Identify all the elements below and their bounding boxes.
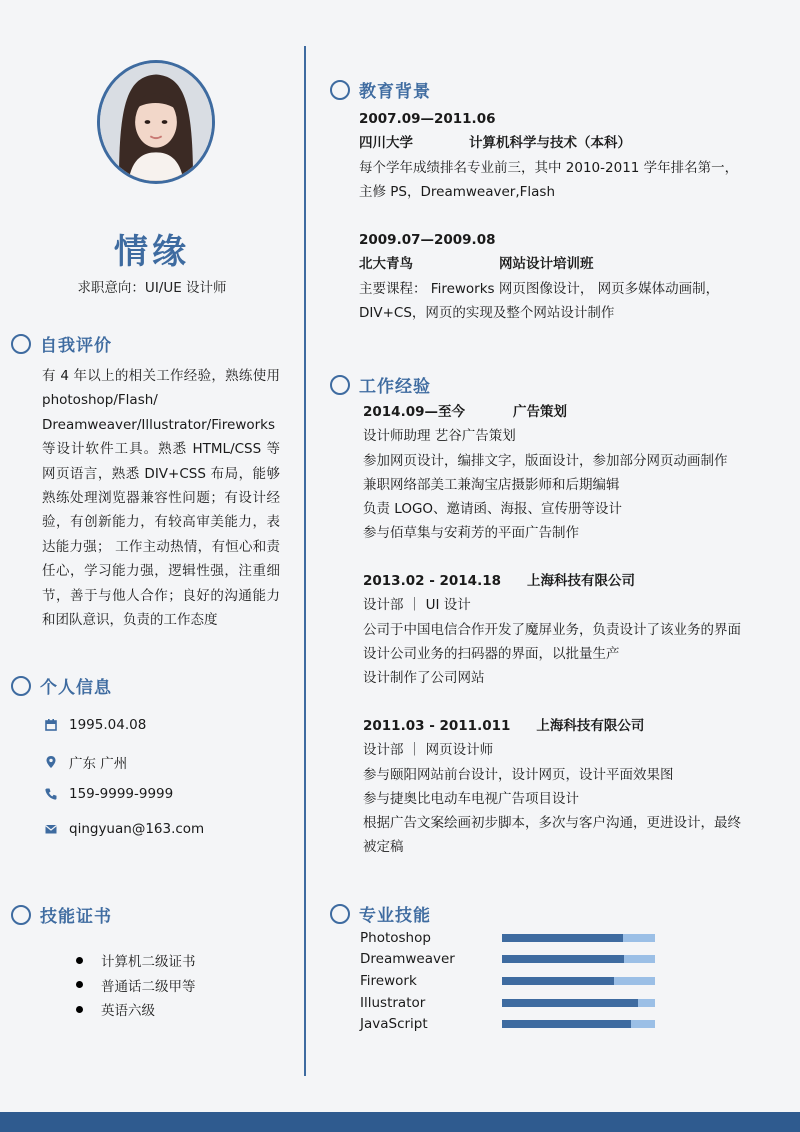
major-name: 网站设计培训班 — [499, 256, 594, 273]
skill-bar-fill — [502, 999, 638, 1007]
bullet-icon — [76, 957, 83, 964]
skill-list — [360, 927, 655, 1035]
bullet-icon — [76, 981, 83, 988]
skill-bar-fill — [502, 934, 623, 942]
job-org: 上海科技有限公司 — [526, 573, 635, 589]
skill-row — [360, 1013, 655, 1035]
section-header-skills — [330, 901, 431, 926]
school-name: 北大青鸟 — [359, 256, 413, 273]
phone-number: 159-9999-9999 — [69, 786, 174, 802]
certificate-label: 普通话二级甲等 — [101, 978, 196, 995]
job-header — [363, 569, 741, 593]
list-item — [76, 973, 196, 998]
job-line: 设计公司业务的扫码器的界面，以批量生产 — [363, 645, 620, 662]
mail-icon — [44, 822, 58, 836]
job-line: 参与颐阳网站前台设计，设计网页，设计平面效果图 — [363, 766, 674, 783]
education-line: 每个学年成绩排名专业前三，其中 2010-2011 学年排名第一， — [359, 159, 739, 176]
job-line: 公司于中国电信合作开发了魔屏业务，负责设计了该业务的界面 — [363, 621, 741, 638]
job-org: 上海科技有限公司 — [536, 718, 645, 734]
certificate-list — [76, 948, 196, 1022]
education-date: 2009.07—2009.08 — [359, 232, 496, 248]
column-divider — [304, 46, 306, 1076]
skill-name: Firework — [360, 972, 417, 989]
skill-bar — [502, 999, 655, 1007]
list-item — [76, 997, 196, 1022]
section-title: 自我评价 — [40, 336, 112, 356]
job-org: 广告策划 — [513, 404, 567, 420]
school-name: 四川大学 — [359, 135, 413, 152]
job-header — [363, 400, 728, 424]
job-line: 设计制作了公司网站 — [363, 670, 485, 687]
avatar — [97, 60, 215, 184]
circle-icon — [330, 80, 350, 100]
self-evaluation-text: 有 4 年以上的相关工作经验，熟练使用 photoshop/Flash/ Dreamweaver/Illustrator/Fireworks 等设计软件工具。熟悉 HTML/CSS 等网页语言，熟悉 DIV+CSS 布局，能够熟练处理浏览器兼容性问题；有设计经验，有创新能力，有较高审美能力，表达能力强； 工作主动热情，有恒心和责任心，学习能力强，逻辑性强，注重细节，善于与他人合作；良好的沟通能力和团队意识，负责的工作态度 — [42, 368, 280, 629]
section-title: 教育背景 — [359, 82, 431, 102]
job-line: 设计部 ｜ UI 设计 — [363, 597, 471, 614]
education-entry — [359, 107, 738, 204]
education-line: 主要课程： Fireworks 网页图像设计， 网页多媒体动画制， — [359, 280, 720, 297]
skill-bar — [502, 1020, 655, 1028]
skill-bar — [502, 934, 655, 942]
circle-icon — [330, 375, 350, 395]
education-date: 2007.09—2011.06 — [359, 111, 496, 127]
skill-name: Dreamweaver — [360, 951, 455, 968]
section-header-personal-info — [11, 673, 112, 698]
job-intention: 求职意向：UI/UE 设计师 — [77, 280, 227, 296]
email-address: qingyuan@163.com — [69, 821, 205, 837]
info-location — [44, 752, 127, 772]
job-line: 参与佰草集与安莉芳的平面广告制作 — [363, 525, 579, 542]
job-line: 负责 LOGO、邀请函、海报、宣传册等设计 — [363, 501, 623, 518]
job-entry — [363, 569, 741, 690]
skill-bar-fill — [502, 1020, 631, 1028]
birth-date: 1995.04.08 — [69, 717, 147, 733]
education-school-row — [359, 131, 738, 155]
skill-row — [360, 927, 655, 949]
section-header-work — [330, 372, 431, 397]
calendar-icon — [44, 718, 58, 732]
job-line: 参加网页设计，编排文字，版面设计，参加部分网页动画制作 — [363, 452, 728, 469]
skill-row — [360, 949, 655, 971]
section-header-certificates — [11, 902, 112, 927]
job-line: 根据广告文案绘画初步脚本，多次与客户沟通，更进设计，最终 — [363, 815, 741, 832]
job-entry — [363, 714, 741, 860]
section-header-self-eval — [11, 331, 112, 356]
circle-icon — [11, 676, 31, 696]
section-title: 个人信息 — [40, 678, 112, 698]
job-line: 参与捷奥比电动车电视广告项目设计 — [363, 790, 579, 807]
location-text: 广东 广州 — [69, 756, 128, 772]
skill-row — [360, 992, 655, 1014]
education-line: 主修 PS，Dreamweaver,Flash — [359, 183, 556, 200]
job-line: 设计师助理 艺谷广告策划 — [363, 428, 516, 445]
skill-bar-fill — [502, 977, 614, 985]
education-line: DIV+CS，网页的实现及整个网站设计制作 — [359, 304, 615, 321]
skill-row — [360, 970, 655, 992]
job-line: 设计部 ｜ 网页设计师 — [363, 742, 494, 759]
certificate-label: 英语六级 — [101, 1003, 155, 1020]
circle-icon — [11, 334, 31, 354]
footer-bar — [0, 1112, 800, 1132]
major-name: 计算机科学与技术（本科） — [469, 135, 631, 152]
bullet-icon — [76, 1006, 83, 1013]
skill-name: JavaScript — [360, 1016, 428, 1033]
certificate-label: 计算机二级证书 — [101, 954, 196, 971]
phone-icon — [44, 787, 58, 801]
skill-bar — [502, 955, 655, 963]
map-pin-icon — [44, 755, 58, 769]
job-date: 2014.09—至今 — [363, 404, 465, 420]
job-date: 2013.02 - 2014.18 — [363, 573, 501, 589]
candidate-name: 情缘 — [114, 232, 190, 272]
job-header — [363, 714, 741, 738]
circle-icon — [330, 904, 350, 924]
info-birth — [44, 717, 146, 733]
skill-name: Photoshop — [360, 929, 431, 946]
skill-bar-fill — [502, 955, 624, 963]
job-date: 2011.03 - 2011.011 — [363, 718, 511, 734]
section-title: 工作经验 — [359, 377, 431, 397]
section-title: 技能证书 — [40, 907, 112, 927]
profile-photo — [100, 63, 212, 181]
job-line: 被定稿 — [363, 839, 404, 856]
education-school-row — [359, 252, 719, 276]
job-line: 兼职网络部美工兼淘宝店摄影师和后期编辑 — [363, 476, 620, 493]
info-phone — [44, 786, 173, 802]
circle-icon — [11, 905, 31, 925]
skill-bar — [502, 977, 655, 985]
section-header-education — [330, 77, 431, 102]
info-email — [44, 821, 204, 837]
job-entry — [363, 400, 728, 546]
skill-name: Illustrator — [360, 994, 426, 1011]
education-entry — [359, 228, 719, 325]
section-title: 专业技能 — [359, 906, 431, 926]
list-item — [76, 948, 196, 973]
